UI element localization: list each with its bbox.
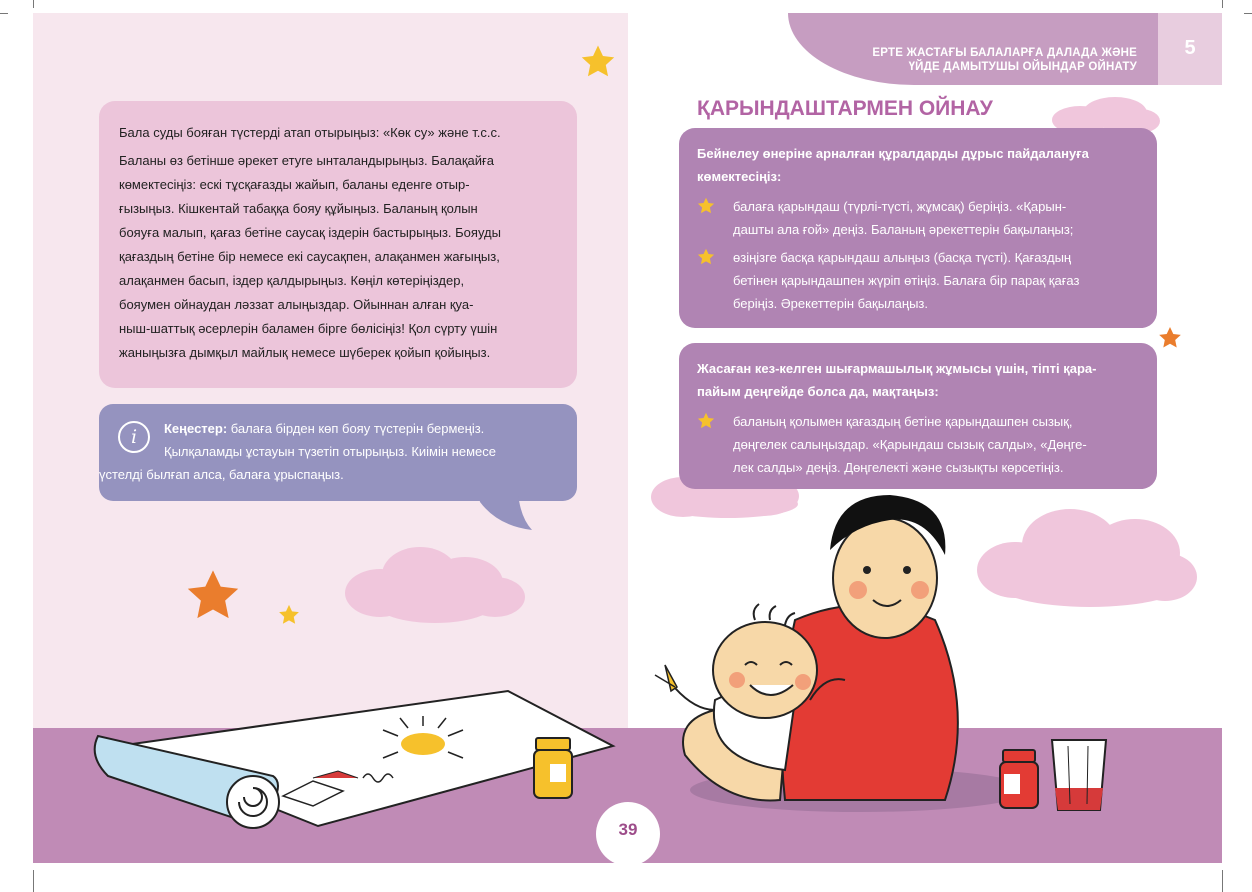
crop-mark (1222, 0, 1223, 8)
list-item: өзіңізге басқа қарындаш алыңыз (басқа түсті). Қағаздың бетінен қарындашпен жүріп өтіңіз. Балаға бір парақ қағаз беріңіз. Әрекеттерін бақылаңыз. (697, 246, 1143, 315)
crop-mark (33, 0, 34, 8)
chapter-header-title: ЕРТЕ ЖАСТАҒЫ БАЛАЛАРҒА ДАЛАДА ЖӘНЕ ҮЙДЕ ДАМЫТУШЫ ОЙЫНДАР ОЙНАТУ (872, 47, 1137, 73)
star-icon (278, 604, 300, 626)
bullet-star-icon (697, 248, 715, 266)
list-item: баланың қолымен қағаздың бетіне қарындашпен сызық, дөңгелек салыңыздар. «Қарындаш сызық салды», «Дөңге- лек салды» деңіз. Дөңгелекті және сызықты көрсетіңіз. (697, 410, 1143, 479)
crop-mark (1244, 13, 1252, 14)
box-heading: Жасаған кез-келген шығармашылық жұмысы үшін, тіпті қара- пайым деңгейде болса да, мақтаңыз: (697, 361, 1097, 399)
bullet-star-icon (697, 197, 715, 215)
paint-jar-icon (998, 748, 1042, 810)
mother-child-illustration (645, 470, 985, 825)
tip-bubble: i Кеңестер: балаға бірден көп бояу түстерін бермеңіз. Қылқаламды ұстауын түзетіп отырыңыз. Киімін немесе үстелді былғап алса, балаға ұрыспаңыз. (99, 404, 577, 501)
instructions-box (99, 101, 577, 388)
box-heading: Бейнелеу өнеріне арналған құралдарды дұрыс пайдалануға көмектесіңіз: (697, 146, 1089, 184)
star-icon (1158, 326, 1182, 350)
tip-label: Кеңестер: (164, 421, 228, 436)
paint-jar-icon (532, 738, 574, 800)
water-glass-icon (1050, 738, 1108, 812)
cloud-icon (975, 505, 1200, 615)
list-item: балаға қарындаш (түрлі-түсті, жұмсақ) беріңіз. «Қарын- дашты ала ғой» деңіз. Баланың әрекеттерін бақылаңыз; (697, 195, 1143, 241)
tips-box-tools (679, 128, 1157, 328)
bullet-star-icon (697, 412, 715, 430)
crop-mark (33, 870, 34, 892)
page-number: 39 (596, 802, 660, 866)
cloud-icon (340, 545, 530, 625)
chapter-number-tab (1158, 13, 1222, 85)
crop-mark (1222, 870, 1223, 892)
info-icon: i (118, 421, 150, 453)
speech-tail (478, 492, 532, 532)
star-icon (580, 44, 616, 80)
crop-mark (0, 13, 8, 14)
chapter-number: 5 (1184, 37, 1196, 59)
paragraph: Баланы өз бетінше әрекет етуге ынталандырыңыз. Балақайға көмектесіңіз: ескі тұсқағазды жайып, баланы еденге отыр- ғызыңыз. Кішкентай табаққа бояу құйыңыз. Баланың қолын бояуға малып, қағаз бетіне саусақ іздерін бастырыңыз. Бояуды қағаздың бетіне бір немесе екі саусақпен, алақанмен жағыңыз, алақанмен басып, іздер қалдырыңыз. Көңіл көтеріңіздер, бояумен ойнаудан ләззат алыңыздар. Ойыннан алған қуа- ныш-шаттық әсерлерін баламен бірге бөлісіңіз! Қол сүрту үшін жаныңызға дымқыл майлық немесе шүберек қойып қойыңыз. (119, 153, 501, 360)
tips-box-praise (679, 343, 1157, 489)
star-icon (185, 568, 241, 624)
paragraph: Бала суды бояған түстерді атап отырыңыз: «Көк су» және т.с.с. (119, 125, 501, 140)
section-title: ҚАРЫНДАШТАРМЕН ОЙНАУ (697, 97, 993, 120)
